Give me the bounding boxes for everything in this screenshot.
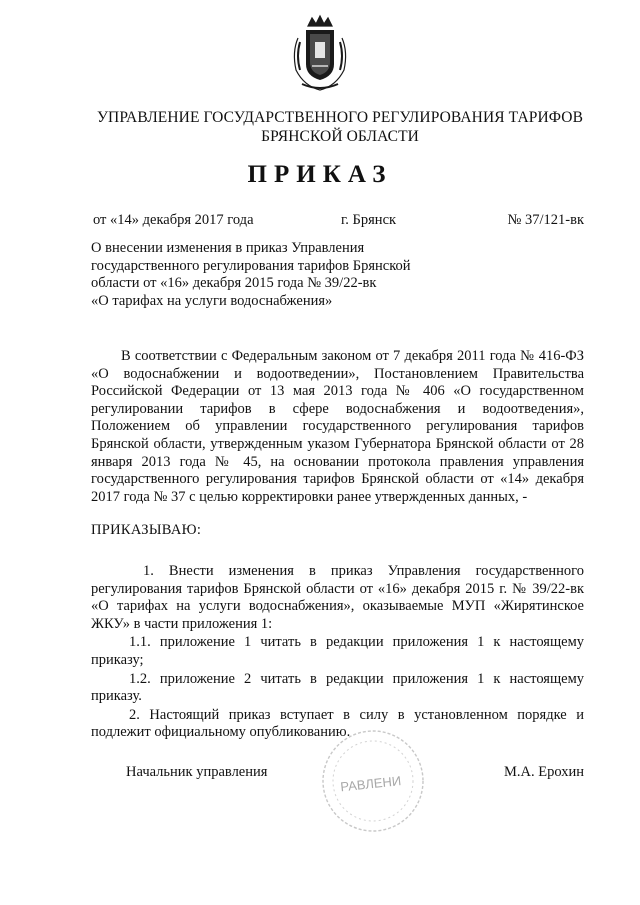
preamble-paragraph: В соответствии с Федеральным законом от 7 декабря 2011 года № 416-ФЗ «О водоснабжении и водоотведении», Постановлением Правительства Российской Федерации от 13 мая 2013 года № 406 «О государственном регулировании тарифов в сфере водоснабжения и водоотведения», Положением об управлении государственного регулирования тарифов Брянской области, утвержденным указом Губернатора Брянской области от 28 января 2013 года № 45, на основании протокола правления управления государственного регулирования тарифов Брянской области от «14» декабря 2017 года № 37 с целью корректировки ранее утвержденных данных, - [91,348,584,505]
subject-line-2: государственного регулирования тарифов Брянской [91,257,411,274]
subject-line-3: области от «16» декабря 2015 года № 39/22-вк [91,275,377,291]
authority-line-2: БРЯНСКОЙ ОБЛАСТИ [261,128,419,145]
document-subject [91,240,421,310]
svg-text:РАВЛЕНИ: РАВЛЕНИ [339,773,402,795]
official-seal-stamp-icon [318,726,428,836]
signatory-name: М.А. Ерохин [503,764,584,780]
order-item-1-2: 1.2. приложение 2 читать в редакции приложения 1 к настоящему приказу. [91,670,584,705]
document-number: № 37/121-вк [507,212,584,228]
document-city: г. Брянск [341,212,397,228]
subject-line-4: «О тарифах на услуги водоснабжения» [91,292,333,309]
order-item-1: 1. Внести изменения в приказ Управления государственного регулирования тарифов Брянской области от «16» декабря 2015 г. № 39/22-вк «О тарифах на услуги водоснабжения», оказываемые МУП «Жирятинское ЖКУ» в части приложения 1: [91,563,584,632]
authority-name [60,108,620,146]
coat-of-arms-icon [288,12,352,92]
order-item-2: 2. Настоящий приказ вступает в силу в установленном порядке и подлежит официальному опубликованию. [91,706,584,741]
order-item-1-1: 1.1. приложение 1 читать в редакции приложения 1 к настоящему приказу; [91,634,584,668]
signatory-position: Начальник управления [126,764,268,780]
subject-line-1: О внесении изменения в приказ Управления [91,240,365,256]
document-date: от «14» декабря 2017 года [93,212,254,228]
order-items [91,563,584,742]
decree-word: ПРИКАЗЫВАЮ: [91,522,202,538]
document-title: ПРИКАЗ [247,161,393,188]
authority-line-1: УПРАВЛЕНИЕ ГОСУДАРСТВЕННОГО РЕГУЛИРОВАНИЯ ТАРИФОВ [96,109,584,126]
